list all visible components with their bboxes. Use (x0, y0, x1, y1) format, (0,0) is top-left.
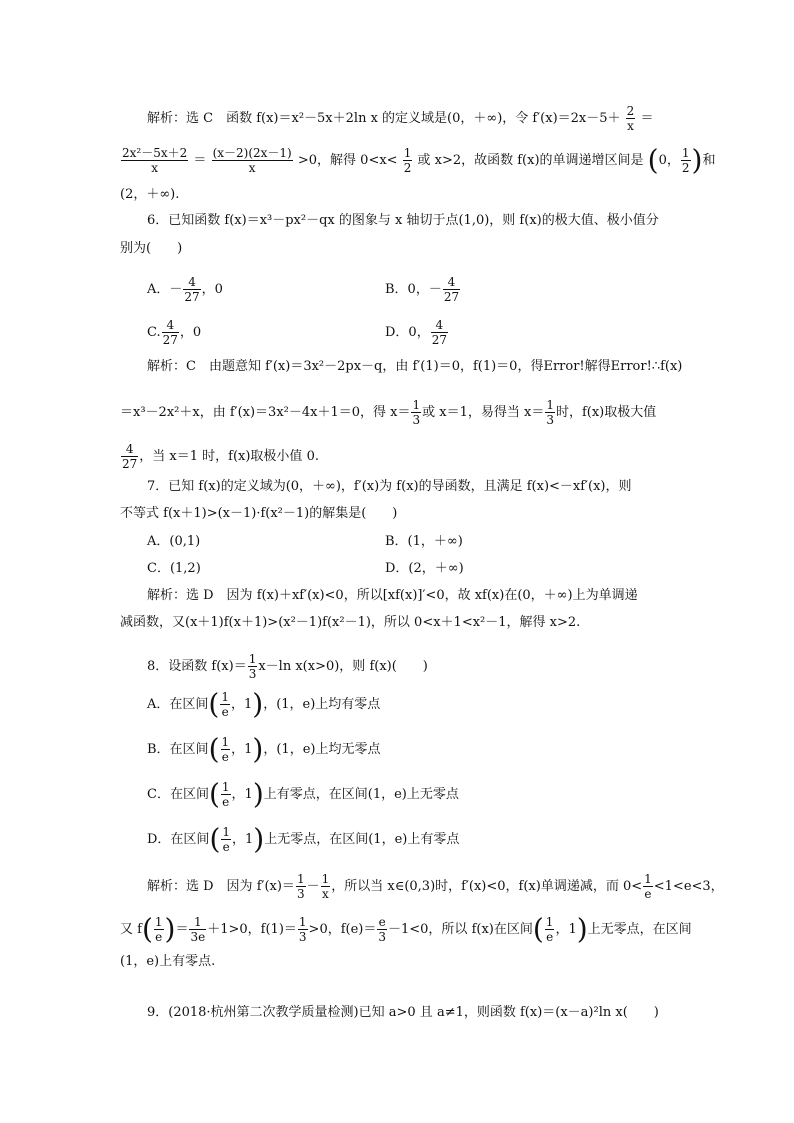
q8-stem: 8．设函数 f(x)＝ $\frac{1}{3}$ x－ln x(x>0)，则 f(x)( ) (147, 652, 428, 681)
q8-option-d: D．在区间( $\frac{1}{e}$ ，1)上无零点，在区间(1，e)上有零点 (147, 822, 460, 856)
q6-option-d: D．0， $\frac{4}{27}$ (385, 318, 447, 347)
q6-option-b: B．0，－ $\frac{4}{27}$ (385, 275, 460, 304)
q7-solution-1: 解析：选 D 因为 f(x)＋xf′(x)<0，所以[xf(x)]′<0，故 xf(x)在(0，＋∞)上为单调递 (147, 588, 638, 603)
q5-solution-line-3: (2，＋∞). (120, 187, 180, 202)
q6-stem-1: 6．已知函数 f(x)＝x³－px²－qx 的图象与 x 轴切于点(1,0)，则 f(x)的极大值、极小值分 (147, 213, 659, 228)
fraction: $\frac{\text{2x²－5x＋2}}{x}$ (122, 146, 188, 175)
fraction: $\frac{1}{2}$ (403, 146, 412, 175)
q7-option-b: B．(1，＋∞) (385, 534, 463, 549)
q6-stem-2: 别为( ) (120, 241, 183, 256)
q8-solution-1: 解析：选 D 因为 f′(x)＝ $\frac{1}{3}$ － $\frac{1}{x}$ ，所以当 x∈(0,3)时，f′(x)<0，f(x)单调递减，而 0< $\frac{1}{e}$ <1<e<3， (147, 872, 724, 901)
fraction: $\frac{2}{x}$ (626, 104, 635, 133)
fraction: $\frac{(x-2)(2x-1)}{x}$ (212, 146, 292, 175)
q7-option-c: C．(1,2) (147, 561, 201, 576)
q7-stem-2: 不等式 f(x＋1)>(x－1)·f(x²－1)的解集是( ) (120, 506, 398, 521)
q5-solution-line-1: 解析：选 C 函数 f(x)＝x²－5x＋2ln x 的定义域是(0，＋∞)，令 f′(x)＝2x－5＋ $\frac{2}{x}$ ＝ (147, 104, 654, 133)
q8-solution-2: 又 f( $\frac{1}{e}$ )＝ $\frac{1}{3e}$ ＋1>0，f(1)＝ $\frac{1}{3}$ >0，f(e)＝ $\frac{e}{3}$ －1<0，所以 f(x)在区间( $\frac{1}{e}$ ，1)上无零点，在区间 (120, 912, 692, 946)
q8-option-c: C．在区间( $\frac{1}{e}$ ，1)上有零点，在区间(1，e)上无零点 (147, 777, 459, 811)
q9-stem: 9．(2018·杭州第二次教学质量检测)已知 a>0 且 a≠1，则函数 f(x)＝(x－a)²ln x( ) (147, 1005, 659, 1020)
q7-stem-1: 7．已知 f(x)的定义域为(0，＋∞)，f′(x)为 f(x)的导函数，且满足 f(x)<－xf′(x)，则 (147, 479, 632, 494)
q7-option-a: A．(0,1) (147, 534, 201, 549)
q6-solution-2: ＝x³－2x²＋x，由 f′(x)＝3x²－4x＋1＝0，得 x＝ $\frac{1}{3}$ 或 x＝1，易得当 x＝ $\frac{1}{3}$ 时，f(x)取极大值 (120, 398, 657, 427)
q7-option-d: D．(2，＋∞) (385, 561, 464, 576)
q6-solution-1: 解析：C 由题意知 f′(x)＝3x²－2px－q，由 f′(1)＝0，f(1)＝0，得Error!解得Error!∴f(x) (147, 359, 683, 374)
q8-option-a: A．在区间( $\frac{1}{e}$ ，1)，(1，e)上均有零点 (147, 687, 381, 721)
q8-solution-3: (1，e)上有零点. (120, 954, 216, 969)
q8-option-b: B．在区间( $\frac{1}{e}$ ，1)，(1，e)上均无零点 (147, 732, 381, 766)
q6-solution-3: $\frac{4}{27}$ ，当 x＝1 时，f(x)取极小值 0. (122, 442, 319, 471)
q7-solution-2: 减函数，又(x＋1)f(x＋1)>(x²－1)f(x²－1)，所以 0<x＋1<x²－1，解得 x>2. (120, 615, 581, 630)
q5-solution-line-2: $\frac{\text{2x²－5x＋2}}{x}$ ＝ $\frac{(x-2)(2x-1)}{x}$ >0，解得 0<x< $\frac{1}{2}$ 或 x>2，故函数 f(x)的单调递增区间是 (0， $\frac{1}{2}$ )和 (122, 143, 716, 177)
q6-option-a: A．－ $\frac{4}{27}$ ，0 (147, 275, 223, 304)
q6-option-c: C. $\frac{4}{27}$ ，0 (147, 318, 202, 347)
fraction: $\frac{1}{2}$ (681, 146, 690, 175)
